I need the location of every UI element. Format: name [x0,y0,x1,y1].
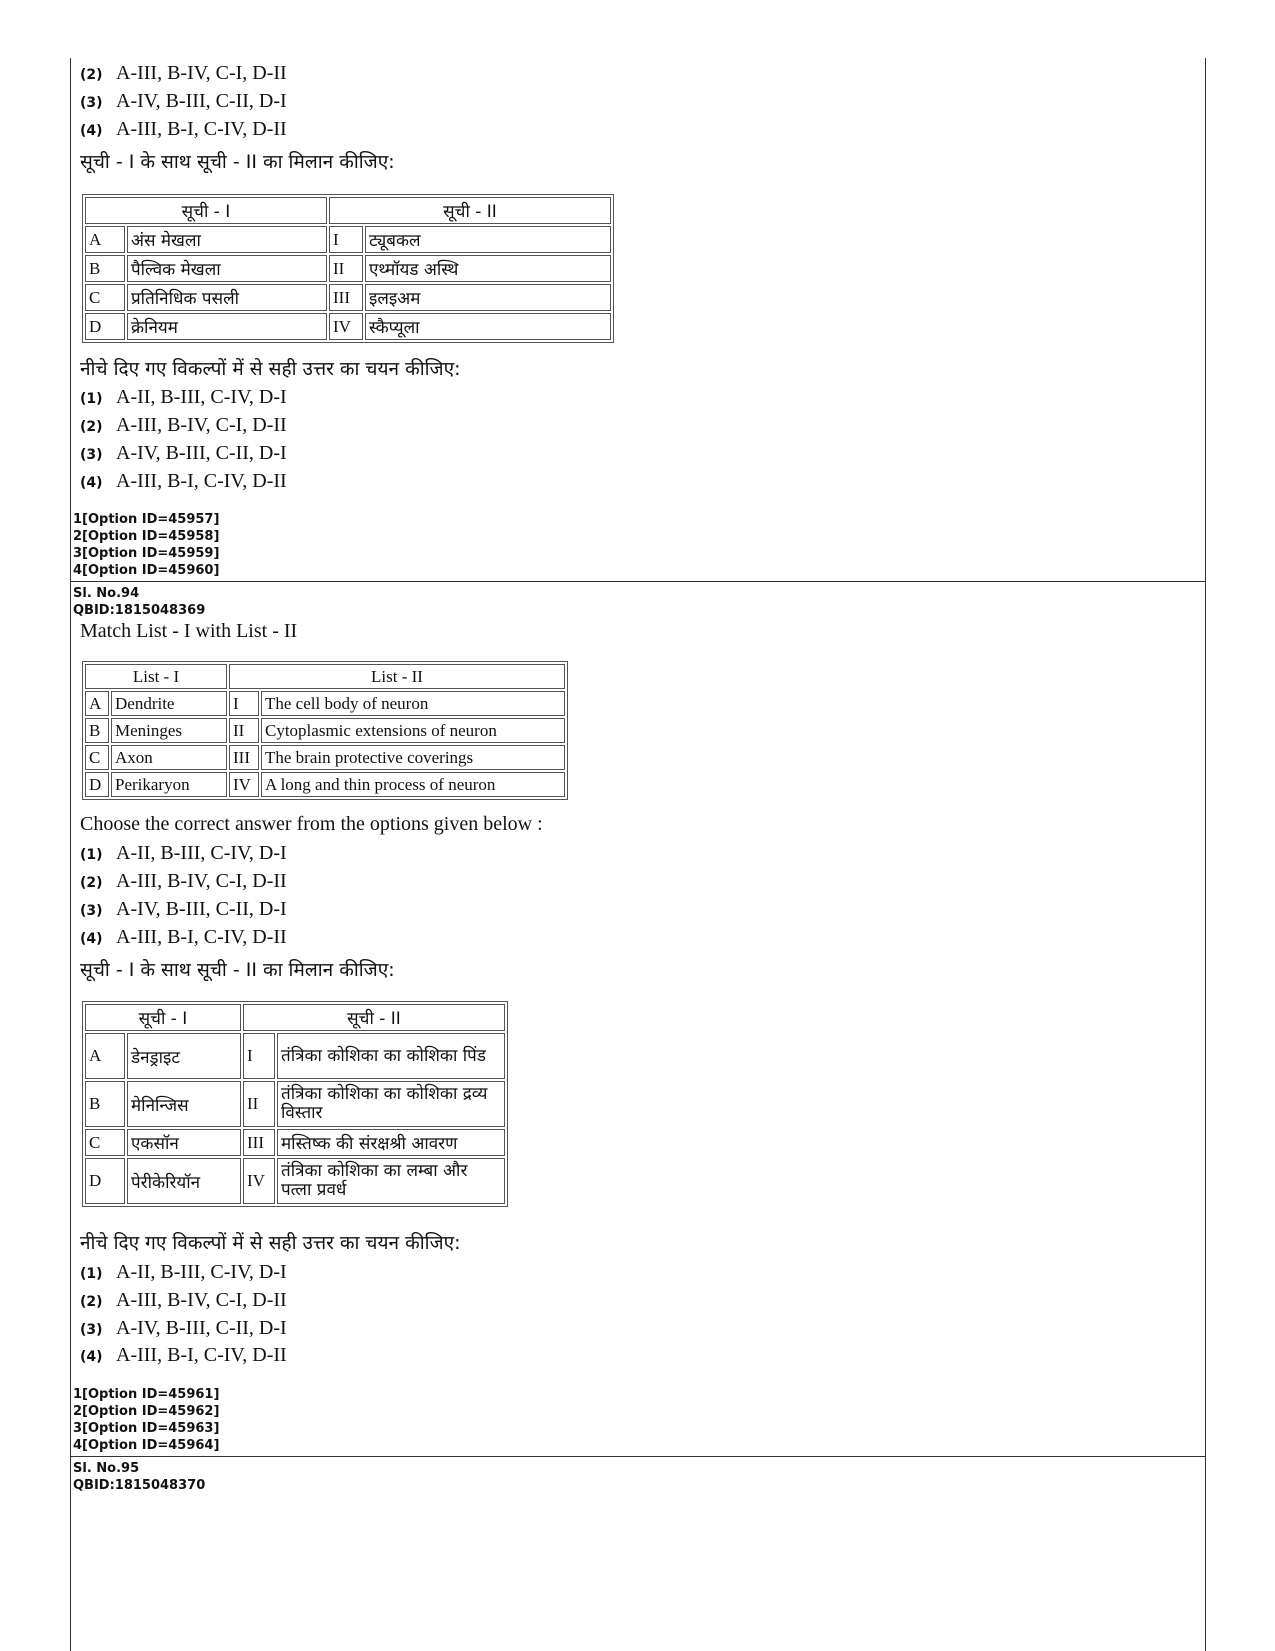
table-row: A डेनड्राइट I तंत्रिका कोशिका का कोशिका पिंड [85,1033,505,1079]
table-row: D पेरीकेरियॉन IV तंत्रिका कोशिका का लम्बा और पत्ला प्रवर्ध [85,1158,505,1204]
q94-option-2: (2) A-III, B-IV, C-I, D-II [80,870,287,892]
q94-hindi-match-table [82,1001,508,1207]
table-row: D Perikaryon IV A long and thin process of neuron [85,772,565,797]
q94-hindi-option-3: (3) A-IV, B-III, C-II, D-I [80,1317,287,1339]
q93-option-2: (2) A-III, B-IV, C-I, D-II [80,62,287,84]
q93-hindi-choose: नीचे दिए गए विकल्पों में से सही उत्तर का चयन कीजिए: [80,358,461,380]
q94-option-ids: 1[Option ID=45961] 2[Option ID=45962] 3[Option ID=45963] 4[Option ID=45964] [73,1387,220,1453]
q94-option-4: (4) A-III, B-I, C-IV, D-II [80,926,287,948]
q93-hindi-option-3: (3) A-IV, B-III, C-II, D-I [80,442,287,464]
q95-header: Sl. No.95 QBID:1815048370 [73,1461,206,1493]
table-row: C एकसॉन III मस्तिष्क की संरक्षश्री आवरण [85,1129,505,1156]
table-row: B Meninges II Cytoplasmic extensions of neuron [85,718,565,743]
question-divider [70,581,1206,582]
table-row: B मेनिन्जिस II तंत्रिका कोशिका का कोशिका द्रव्य विस्तार [85,1081,505,1127]
table-header: List - II [229,664,565,689]
table-row: B पैल्विक मेखला II एथ्मॉयड अस्थि [85,255,611,282]
q94-hindi-choose: नीचे दिए गए विकल्पों में से सही उत्तर का चयन कीजिए: [80,1232,461,1254]
table-row: D क्रेनियम IV स्कैप्यूला [85,313,611,340]
q93-option-4: (4) A-III, B-I, C-IV, D-II [80,118,287,140]
table-row: C प्रतिनिधिक पसली III इलइअम [85,284,611,311]
q94-choose: Choose the correct answer from the options given below : [80,813,543,835]
table-row: C Axon III The brain protective coverings [85,745,565,770]
q93-hindi-option-2: (2) A-III, B-IV, C-I, D-II [80,414,287,436]
q93-option-ids: 1[Option ID=45957] 2[Option ID=45958] 3[Option ID=45959] 4[Option ID=45960] [73,512,220,578]
table-header: सूची - II [329,197,611,224]
q94-hindi-prompt: सूची - I के साथ सूची - II का मिलान कीजिए: [80,959,395,981]
table-header: सूची - II [243,1004,505,1031]
table-header: List - I [85,664,227,689]
q93-hindi-option-1: (1) A-II, B-III, C-IV, D-I [80,386,287,408]
q93-option-3: (3) A-IV, B-III, C-II, D-I [80,90,287,112]
q94-header: Sl. No.94 QBID:1815048369 [73,586,206,618]
q94-hindi-option-2: (2) A-III, B-IV, C-I, D-II [80,1289,287,1311]
q94-option-3: (3) A-IV, B-III, C-II, D-I [80,898,287,920]
table-row: A Dendrite I The cell body of neuron [85,691,565,716]
q94-prompt: Match List - I with List - II [80,620,298,642]
table-header: सूची - I [85,197,327,224]
question-divider [70,1456,1206,1457]
q93-hindi-match-table [82,194,614,343]
q93-hindi-prompt: सूची - I के साथ सूची - II का मिलान कीजिए: [80,151,395,173]
q94-option-1: (1) A-II, B-III, C-IV, D-I [80,842,287,864]
table-row: A अंस मेखला I ट्यूबकल [85,226,611,253]
table-header: सूची - I [85,1004,241,1031]
q94-match-table [82,661,568,800]
q93-hindi-option-4: (4) A-III, B-I, C-IV, D-II [80,470,287,492]
q94-hindi-option-4: (4) A-III, B-I, C-IV, D-II [80,1344,287,1366]
q94-hindi-option-1: (1) A-II, B-III, C-IV, D-I [80,1261,287,1283]
